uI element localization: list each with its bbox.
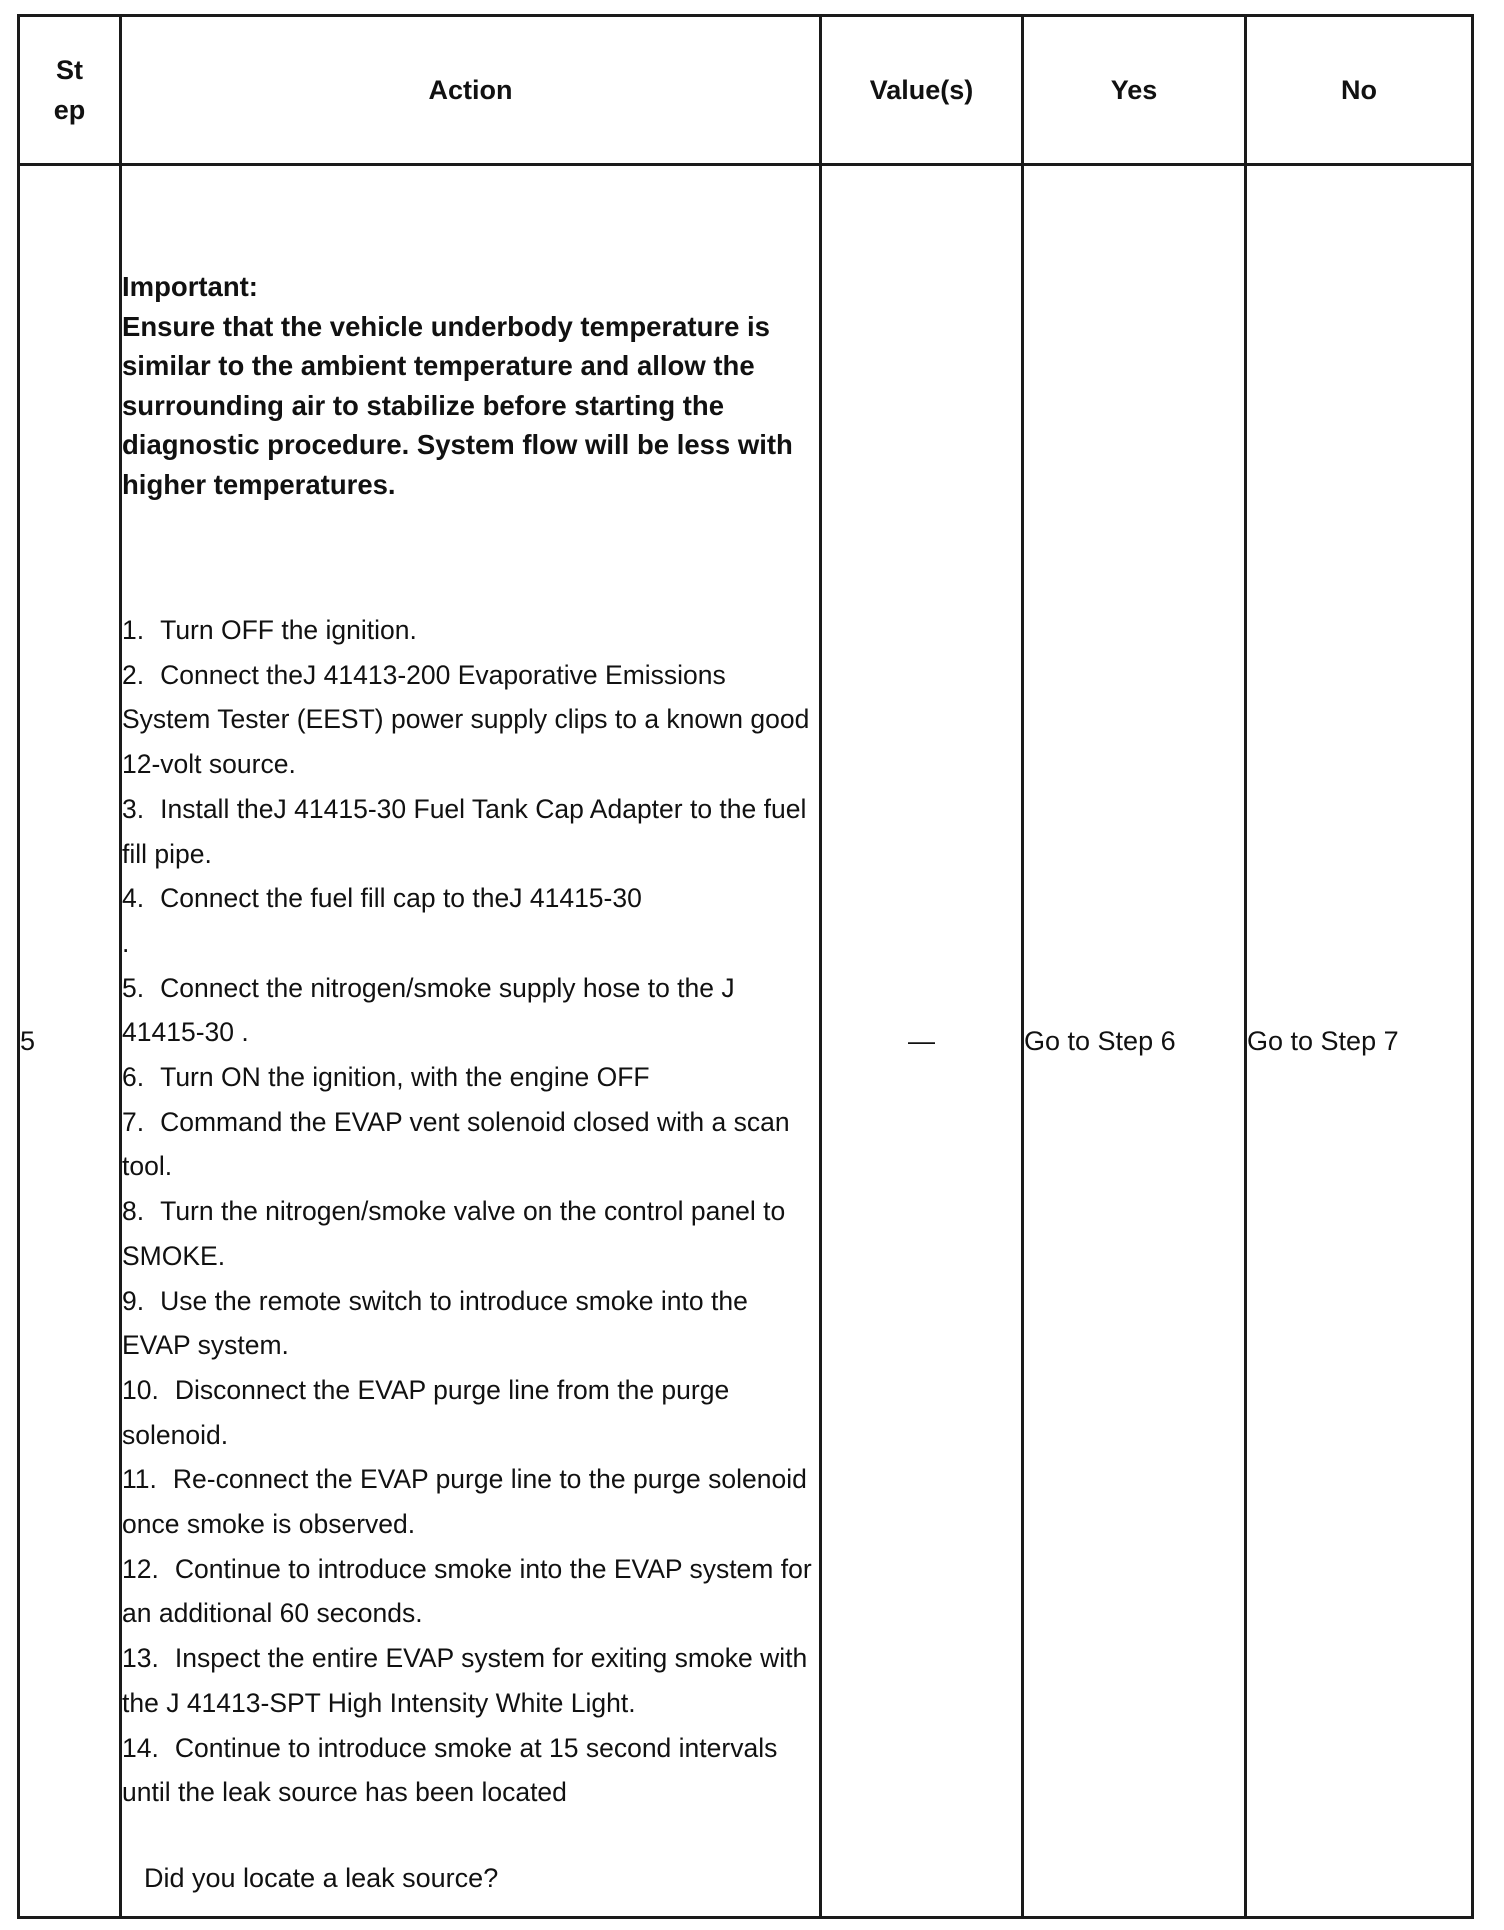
header-step-line1: St [56, 55, 83, 85]
value-cell: — [821, 165, 1023, 1918]
list-item [122, 1055, 819, 1100]
step-item-text: Turn OFF the ignition. [160, 615, 417, 645]
step-item-text: Connect the fuel fill cap to theJ 41415-30 [160, 883, 642, 914]
yes-action: Go to Step 6 [1023, 165, 1246, 1918]
procedure-steps [122, 608, 819, 1815]
step-item-text: Turn the nitrogen/smoke valve on the control panel to SMOKE. [122, 1196, 786, 1271]
step-item-number: 14. [122, 1732, 159, 1763]
step-item-number: 4. [122, 883, 145, 914]
list-item [122, 1189, 819, 1278]
step-item-text: Continue to introduce smoke at 15 second intervals until the leak source has been located [122, 1732, 778, 1808]
list-item [122, 1368, 819, 1457]
list-item [122, 1279, 819, 1368]
list-item [122, 1457, 819, 1546]
header-yes: Yes [1023, 16, 1246, 165]
list-item [122, 608, 819, 653]
step-item-text: . [122, 927, 130, 958]
step-item-number: 10. [122, 1374, 159, 1405]
list-item [122, 921, 819, 966]
step-number: 5 [19, 165, 121, 1918]
diagnostic-table [17, 14, 1474, 1919]
list-item [122, 653, 819, 787]
step-item-text: Re-connect the EVAP purge line to the purge solenoid once smoke is observed. [122, 1464, 807, 1540]
action-cell [121, 165, 821, 1918]
header-values: Value(s) [821, 16, 1023, 165]
list-item [122, 1636, 819, 1725]
header-step [19, 16, 121, 165]
step-item-number: 9. [122, 1285, 145, 1316]
question-text: Did you locate a leak source? [144, 1863, 499, 1893]
list-item [122, 787, 819, 876]
step-item-text: Inspect the entire EVAP system for exiting smoke with the J 41413-SPT High Intensity White Light. [122, 1643, 808, 1718]
list-item [122, 1726, 819, 1815]
step-item-text: Disconnect the EVAP purge line from the purge solenoid. [122, 1374, 730, 1450]
step-item-number: 11. [122, 1464, 157, 1495]
step-item-text: Command the EVAP vent solenoid closed with a scan tool. [122, 1106, 790, 1182]
header-row [19, 16, 1473, 165]
important-label: Important: [122, 271, 258, 302]
step-item-number: 7. [122, 1106, 145, 1137]
important-note: Ensure that the vehicle underbody temperature is similar to the ambient temperature and allow the surrounding air to stabilize before starting the diagnostic procedure. System flow will be less with higher temperatures. [122, 310, 793, 500]
step-item-number: 6. [122, 1062, 145, 1093]
list-item [122, 966, 819, 1055]
list-item [122, 876, 819, 921]
step-item-number: 3. [122, 793, 145, 824]
step-item-text: Turn ON the ignition, with the engine OFF [160, 1062, 650, 1093]
list-item [122, 1547, 819, 1636]
header-step-line2: ep [53, 95, 86, 125]
step-item-number: 12. [122, 1553, 159, 1584]
header-action: Action [121, 16, 821, 165]
no-action: Go to Step 7 [1246, 165, 1473, 1918]
header-no: No [1246, 16, 1473, 165]
step-item-number: 2. [122, 659, 145, 690]
step-item-number: 5. [122, 972, 145, 1003]
list-item [122, 1100, 819, 1189]
step-item-text: Install theJ 41415-30 Fuel Tank Cap Adapter to the fuel fill pipe. [122, 793, 807, 869]
step-item-text: Connect theJ 41413-200 Evaporative Emissions System Tester (EEST) power supply clips to a known good 12-volt source. [122, 659, 810, 780]
step-item-number: 13. [122, 1643, 159, 1674]
step-item-number: 1. [122, 615, 145, 645]
table-row [19, 165, 1473, 1918]
step-item-number: 8. [122, 1196, 145, 1227]
step-item-text: Use the remote switch to introduce smoke into the EVAP system. [122, 1285, 748, 1361]
step-item-text: Continue to introduce smoke into the EVAP system for an additional 60 seconds. [122, 1553, 812, 1629]
step-item-text: Connect the nitrogen/smoke supply hose to the J 41415-30 . [122, 972, 735, 1048]
